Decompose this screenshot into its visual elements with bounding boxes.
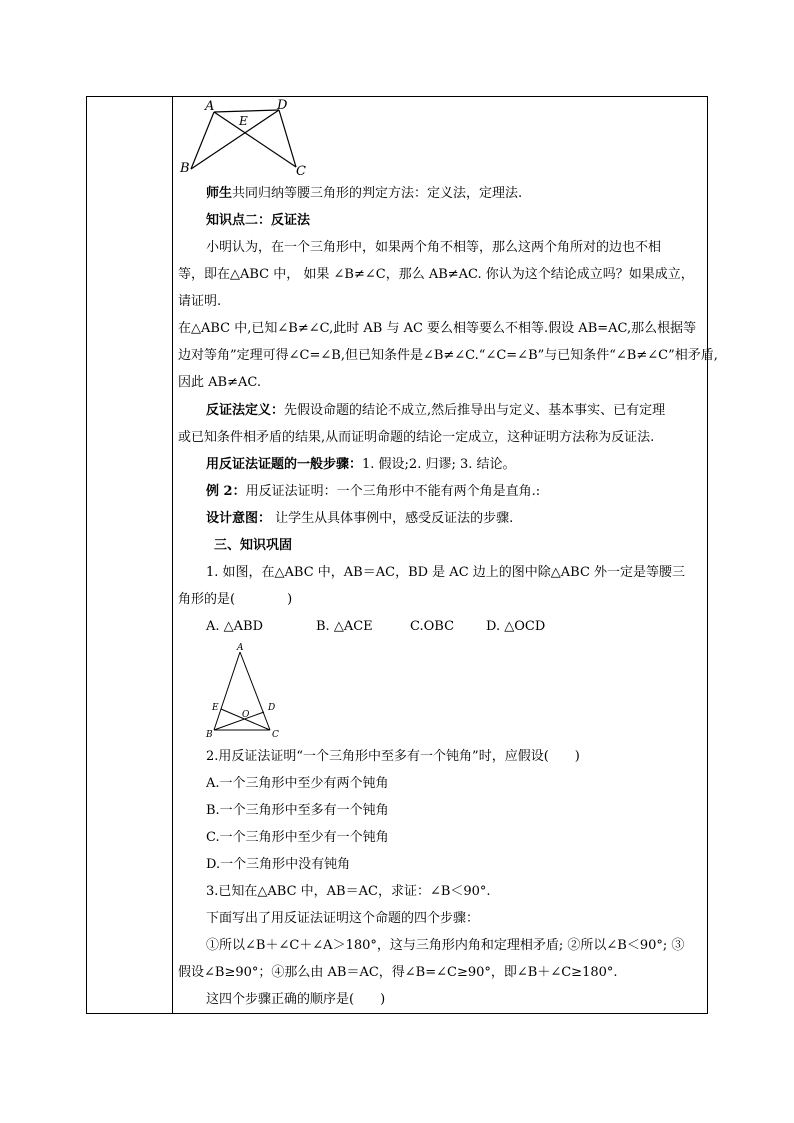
segment-ac (214, 112, 296, 167)
question-3-line-5: 这四个步骤正确的顺序是( ) (206, 992, 386, 1007)
question-2-option-c: C.一个三角形中至少有一个钝角 (206, 830, 389, 845)
label-c: C (296, 164, 306, 178)
option-a: A. △ABD (206, 619, 264, 634)
label-c: C (272, 730, 279, 740)
figure-quadrilateral (178, 96, 328, 178)
label-a: A (237, 643, 244, 653)
label-e: E (212, 703, 219, 713)
question-1-line-1: 1. 如图，在△ABC 中，AB＝AC，BD 是 AC 边上的图中除△ABC 外一定是等腰三 (206, 565, 686, 580)
question-3-line-3: ①所以∠B＋∠C＋∠A＞180°，这与三角形内角和定理相矛盾; ②所以∠B＜90°; ③ (206, 938, 685, 953)
label-a: A (205, 99, 215, 114)
question-3-line-2: 下面写出了用反证法证明这个命题的四个步骤： (206, 911, 480, 926)
knowledge-heading: 知识点二：反证法 (206, 213, 311, 228)
proof-line-1: 在△ABC 中,已知∠B≠∠C,此时 AB 与 AC 要么相等要么不相等.假设 AB=AC,那么根据等 (178, 321, 697, 336)
label-b: B (206, 730, 213, 740)
summary-paragraph: 师生共同归纳等腰三角形的判定方法：定义法，定理法. (206, 186, 523, 201)
example-2-line: 例 2：用反证法证明：一个三角形中不能有两个角是直角.: (206, 484, 541, 499)
question-2-option-a: A.一个三角形中至少有两个钝角 (206, 776, 389, 791)
label-e: E (239, 114, 248, 128)
question-2-stem: 2.用反证法证明“一个三角形中至多有一个钝角”时，应假设( ) (206, 749, 580, 764)
label-o: O (242, 710, 250, 720)
problem-line-2: 等，即在△ABC 中， 如果 ∠B≠∠C，那么 AB≠AC. 你认为这个结论成立吗？如果成立， (178, 267, 694, 282)
segment-bd (214, 712, 264, 730)
segment-ab (191, 112, 214, 169)
option-c: C.OBC (410, 619, 455, 634)
label-d: D (277, 98, 288, 113)
label-d: D (268, 703, 276, 713)
segment-db (191, 110, 279, 169)
definition-line-1: 反证法定义：先假设命题的结论不成立,然后推导出与定义、基本事实、已有定理 (206, 403, 666, 418)
label-b: B (180, 161, 190, 176)
option-b: B. △ACE (316, 619, 373, 634)
segment-dc (279, 110, 296, 167)
definition-line-2: 或已知条件相矛盾的结果,从而证明命题的结论一定成立，这种证明方法称为反证法. (178, 430, 655, 445)
option-d: D. △OCD (486, 619, 546, 634)
segment-ad (214, 110, 279, 112)
question-3-line-4: 假设∠B≥90°；④那么由 AB＝AC，得∠B=∠C≥90°，即∠B＋∠C≥180°. (178, 965, 618, 980)
table-frame (86, 96, 708, 1014)
question-2-option-b: B.一个三角形中至多有一个钝角 (206, 803, 389, 818)
column-divider (172, 96, 173, 1014)
proof-line-3: 因此 AB≠AC. (178, 375, 261, 390)
section-3-heading: 三、知识巩固 (214, 538, 293, 553)
figure-triangle (202, 642, 302, 742)
question-1-line-2: 角形的是( ) (178, 592, 293, 607)
design-intent-line: 设计意图： 让学生从具体事例中，感受反证法的步骤. (206, 511, 514, 526)
steps-line: 用反证法证题的一般步骤：1. 假设;2. 归谬; 3. 结论。 (206, 457, 516, 472)
problem-line-3: 请证明. (178, 294, 222, 309)
problem-line-1: 小明认为，在一个三角形中，如果两个角不相等，那么这两个角所对的边也不相 (206, 240, 662, 255)
question-2-option-d: D.一个三角形中没有钝角 (206, 857, 351, 872)
question-3-line-1: 3.已知在△ABC 中，AB＝AC，求证：∠B＜90°. (206, 884, 491, 899)
segment-ab (214, 652, 240, 730)
proof-line-2: 边对等角”定理可得∠C=∠B,但已知条件是∠B≠∠C.“∠C=∠B”与已知条件“∠B≠∠C”相矛盾, (178, 348, 718, 363)
